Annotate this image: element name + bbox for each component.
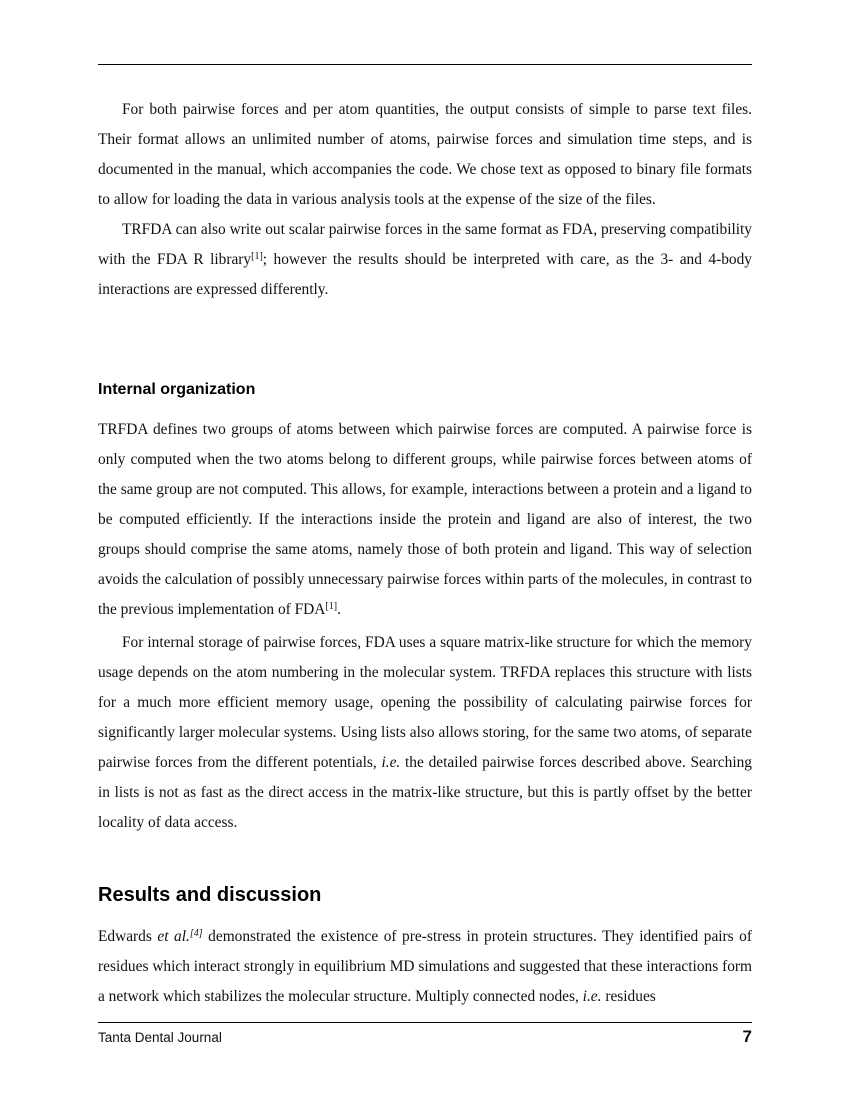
paragraph-text: TRFDA defines two groups of atoms between which pairwise forces are computed. A pairwise force is only computed when the two atoms belong to different groups, while pairwise forces between atoms of the same group are not computed. This allows, for example, interactions between a protein and a ligand to be computed efficiently. If the interactions inside the protein and ligand are also of interest, the two groups should comprise the same atoms, namely those of both protein and ligand. This way of selection avoids the calculation of possibly unnecessary pairwise forces within parts of the molecules, in contrast to the previous implementation of FDA [98, 421, 752, 618]
header-rule [98, 64, 752, 65]
paragraph-text: ; however the results should be interpreted with care, as the 3- and 4-body interactions are expressed differently. [98, 251, 752, 298]
paragraph-text: demonstrated the existence of pre-stress in protein structures. They identified pairs of residues which interact strongly in equilibrium MD simulations and suggested that these interactions form a network which stabilizes the molecular structure. Multiply connected nodes, [98, 928, 753, 1005]
citation-ref[interactable]: [1] [325, 601, 338, 612]
heading-internal-organization: Internal organization [98, 381, 256, 398]
italic-text: i.e. [582, 988, 602, 1005]
paragraph-text: Edwards [98, 928, 158, 945]
paragraph-text: the detailed pairwise forces described above. Searching in lists is not as fast as the direct access in the matrix-like structure, but this is partly offset by the better locality of data access. [98, 754, 752, 831]
footer-rule [98, 1022, 752, 1023]
paragraph-text: For internal storage of pairwise forces, FDA uses a square matrix-like structure for which the memory usage depends on the atom numbering in the molecular system. TRFDA replaces this structure with lists for a much more efficient memory usage, opening the possibility of calculating pairwise forces for significantly larger molecular systems. Using lists also allows storing, for the same two atoms, of separate pairwise forces from the different potentials, [98, 634, 752, 771]
italic-text: et al. [157, 928, 190, 945]
italic-text: i.e. [381, 754, 401, 771]
internal-organization-section [98, 415, 752, 838]
paragraph-edwards [98, 922, 752, 1012]
paragraph-text: . [337, 601, 341, 618]
heading-results-and-discussion: Results and discussion [98, 884, 322, 906]
paragraph-output-format: For both pairwise forces and per atom quantities, the output consists of simple to parse text files. Their format allows an unlimited number of atoms, pairwise forces and simulation time steps, and is documented in the manual, which accompanies the code. We chose text as opposed to binary file formats to allow for loading the data in various analysis tools at the expense of the size of the files. [98, 101, 752, 208]
citation-ref[interactable]: [1] [251, 251, 263, 262]
results-section [98, 922, 752, 1012]
paragraph-storage [98, 628, 752, 838]
output-section [98, 95, 752, 305]
page-number: 7 [742, 1027, 752, 1046]
paragraph-text: residues [601, 988, 656, 1005]
paragraph-text: TRFDA can also write out scalar pairwise forces in the same format as FDA, preserving compatibility with the FDA R library [98, 221, 752, 268]
paragraph-compatibility [98, 215, 752, 305]
citation-ref[interactable]: [4] [189, 928, 203, 939]
journal-name: Tanta Dental Journal [98, 1030, 222, 1045]
paragraph-groups [98, 415, 752, 625]
